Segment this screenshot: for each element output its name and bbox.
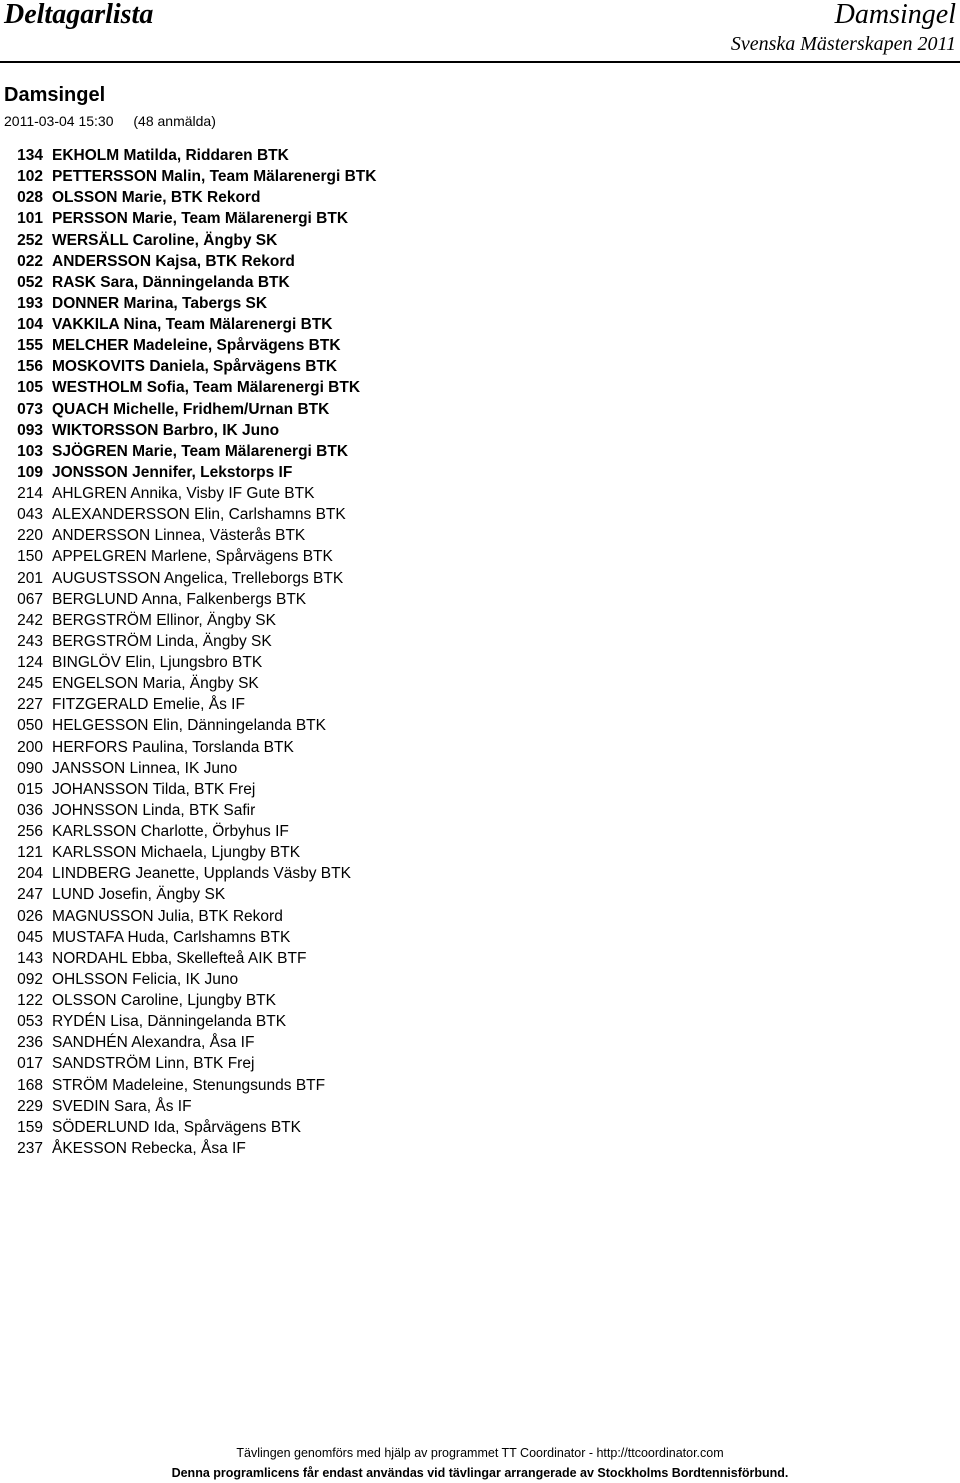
participant-row xyxy=(0,1011,960,1032)
participant-row xyxy=(0,230,960,251)
participant-row xyxy=(0,1096,960,1117)
participant-name-club: KARLSSON Michaela, Ljungby BTK xyxy=(52,844,301,862)
participant-name-club: AHLGREN Annika, Visby IF Gute BTK xyxy=(52,485,315,502)
participant-number: 102 xyxy=(17,168,43,186)
participant-number: 256 xyxy=(17,823,43,840)
list-meta xyxy=(4,112,216,130)
participant-row xyxy=(0,758,960,779)
participant-number: 229 xyxy=(17,1097,43,1115)
participant-row xyxy=(0,694,960,715)
participant-name-club: AUGUSTSSON Angelica, Trelleborgs BTK xyxy=(52,569,344,587)
participant-number: 134 xyxy=(17,147,43,164)
participant-row xyxy=(0,293,960,314)
participant-name-club: APPELGREN Marlene, Spårvägens BTK xyxy=(52,548,333,566)
participant-row xyxy=(0,525,960,546)
participant-row xyxy=(0,927,960,948)
participant-number: 237 xyxy=(17,1139,43,1157)
participant-name-club: LUND Josefin, Ängby SK xyxy=(52,886,226,904)
participant-number: 243 xyxy=(17,632,43,650)
participant-row xyxy=(0,631,960,652)
participant-row xyxy=(0,906,960,927)
participant-row xyxy=(0,800,960,821)
participant-row xyxy=(0,568,960,589)
participant-row xyxy=(0,969,960,990)
participant-number: 026 xyxy=(17,907,43,925)
participant-number: 109 xyxy=(17,463,43,481)
participant-number: 124 xyxy=(17,654,43,671)
participant-name-club: SVEDIN Sara, Ås IF xyxy=(52,1097,192,1115)
participant-name-club: HELGESSON Elin, Dänningelanda BTK xyxy=(52,717,326,735)
participant-name-club: STRÖM Madeleine, Stenungsunds BTF xyxy=(52,1076,326,1094)
participant-row xyxy=(0,335,960,356)
participant-number: 017 xyxy=(17,1055,43,1073)
participant-row xyxy=(0,821,960,842)
participant-number: 122 xyxy=(17,992,43,1009)
participant-number: 045 xyxy=(17,928,43,946)
participant-name-club: SANDSTRÖM Linn, BTK Frej xyxy=(52,1055,255,1073)
participant-name-club: ENGELSON Maria, Ängby SK xyxy=(52,675,259,693)
participant-number: 103 xyxy=(17,442,43,460)
participant-row xyxy=(0,356,960,377)
participant-name-club: PETTERSSON Malin, Team Mälarenergi BTK xyxy=(52,168,377,186)
participant-row xyxy=(0,251,960,272)
competition-name: Svenska Mästerskapen 2011 xyxy=(730,33,956,55)
participant-name-club: OHLSSON Felicia, IK Juno xyxy=(52,970,239,988)
participant-name-club: RASK Sara, Dänningelanda BTK xyxy=(52,273,290,291)
participant-row xyxy=(0,737,960,758)
participant-name-club: VAKKILA Nina, Team Mälarenergi BTK xyxy=(52,316,333,333)
participant-name-club: SÖDERLUND Ida, Spårvägens BTK xyxy=(52,1118,301,1136)
participant-number: 067 xyxy=(17,590,43,608)
participant-name-club: WIKTORSSON Barbro, IK Juno xyxy=(52,421,280,439)
participant-row xyxy=(0,863,960,884)
participant-name-club: MOSKOVITS Daniela, Spårvägens BTK xyxy=(52,358,338,376)
participant-number: 227 xyxy=(17,696,43,714)
participant-number: 247 xyxy=(17,886,43,904)
participant-name-club: ANDERSSON Linnea, Västerås BTK xyxy=(52,527,306,545)
participant-row xyxy=(0,166,960,187)
participant-name-club: OLSSON Marie, BTK Rekord xyxy=(52,189,261,207)
participant-row xyxy=(0,145,960,166)
participant-number: 093 xyxy=(17,421,43,439)
participant-row xyxy=(0,399,960,420)
participant-name-club: BINGLÖV Elin, Ljungsbro BTK xyxy=(52,654,263,671)
participant-name-club: ANDERSSON Kajsa, BTK Rekord xyxy=(52,252,295,270)
list-datetime: 2011-03-04 15:30 xyxy=(4,113,114,129)
participant-row xyxy=(0,884,960,905)
participant-name-club: EKHOLM Matilda, Riddaren BTK xyxy=(52,147,289,164)
participant-name-club: SJÖGREN Marie, Team Mälarenergi BTK xyxy=(52,442,349,460)
participant-number: 168 xyxy=(17,1076,43,1094)
participant-number: 053 xyxy=(17,1013,43,1031)
participant-name-club: MAGNUSSON Julia, BTK Rekord xyxy=(52,907,283,925)
participant-name-club: JANSSON Linnea, IK Juno xyxy=(52,759,238,777)
participant-number: 092 xyxy=(17,970,43,988)
participant-name-club: BERGLUND Anna, Falkenbergs BTK xyxy=(52,590,307,608)
participant-row xyxy=(0,377,960,398)
participant-row xyxy=(0,1075,960,1096)
participant-name-club: FITZGERALD Emelie, Ås IF xyxy=(52,696,245,714)
participant-row xyxy=(0,546,960,567)
participant-number: 214 xyxy=(17,485,43,502)
participant-name-club: RYDÉN Lisa, Dänningelanda BTK xyxy=(52,1013,287,1031)
participant-name-club: OLSSON Caroline, Ljungby BTK xyxy=(52,992,276,1009)
footer-license-note: Denna programlicens får endast användas vid tävlingar arrangerade av Stockholms Bordtennisförbund. xyxy=(171,1466,789,1480)
participant-number: 204 xyxy=(17,865,43,883)
event-title: Damsingel xyxy=(834,0,956,30)
participant-number: 200 xyxy=(17,738,43,756)
participant-row xyxy=(0,208,960,229)
participant-name-club: WESTHOLM Sofia, Team Mälarenergi BTK xyxy=(52,379,361,397)
section-heading: Damsingel xyxy=(4,84,106,106)
participant-number: 143 xyxy=(17,949,43,967)
participant-name-club: JOHANSSON Tilda, BTK Frej xyxy=(52,780,256,798)
participant-row xyxy=(0,610,960,631)
participant-row xyxy=(0,187,960,208)
participant-name-club: ÅKESSON Rebecka, Åsa IF xyxy=(52,1139,246,1157)
participant-row xyxy=(0,990,960,1011)
participant-name-club: KARLSSON Charlotte, Örbyhus IF xyxy=(52,823,289,840)
participant-number: 201 xyxy=(17,569,43,587)
participant-row xyxy=(0,779,960,800)
participant-row xyxy=(0,1053,960,1074)
participant-row xyxy=(0,948,960,969)
participant-number: 028 xyxy=(17,189,43,207)
participant-row xyxy=(0,483,960,504)
participant-number: 121 xyxy=(17,844,43,862)
participant-row xyxy=(0,462,960,483)
participant-number: 104 xyxy=(17,316,43,333)
participant-name-club: BERGSTRÖM Ellinor, Ängby SK xyxy=(52,611,276,629)
participant-number: 155 xyxy=(17,337,43,355)
participant-name-club: BERGSTRÖM Linda, Ängby SK xyxy=(52,632,272,650)
participant-number: 193 xyxy=(17,294,43,312)
document-title: Deltagarlista xyxy=(4,0,154,30)
registrant-count: (48 anmälda) xyxy=(133,113,216,129)
participant-number: 220 xyxy=(17,527,43,545)
participant-number: 105 xyxy=(17,379,43,397)
participant-number: 159 xyxy=(17,1118,43,1136)
participant-name-club: JONSSON Jennifer, Lekstorps IF xyxy=(52,463,293,481)
header-divider xyxy=(0,61,960,63)
participant-row xyxy=(0,1032,960,1053)
participant-row xyxy=(0,314,960,335)
participant-row xyxy=(0,589,960,610)
participant-number: 043 xyxy=(17,506,43,524)
participant-name-club: MUSTAFA Huda, Carlshamns BTK xyxy=(52,928,291,946)
participant-row xyxy=(0,272,960,293)
participant-number: 090 xyxy=(17,759,43,777)
participant-name-club: DONNER Marina, Tabergs SK xyxy=(52,294,268,312)
participant-row xyxy=(0,420,960,441)
participant-number: 036 xyxy=(17,801,43,819)
participant-number: 245 xyxy=(17,675,43,693)
participant-number: 252 xyxy=(17,231,43,249)
participant-name-club: LINDBERG Jeanette, Upplands Väsby BTK xyxy=(52,865,351,883)
participant-name-club: MELCHER Madeleine, Spårvägens BTK xyxy=(52,337,341,355)
participant-name-club: NORDAHL Ebba, Skellefteå AIK BTF xyxy=(52,949,307,967)
participant-name-club: HERFORS Paulina, Torslanda BTK xyxy=(52,738,294,756)
participant-number: 101 xyxy=(17,210,43,228)
participant-list xyxy=(0,145,960,1159)
participant-row xyxy=(0,1138,960,1159)
participant-name-club: WERSÄLL Caroline, Ängby SK xyxy=(52,231,278,249)
participant-row xyxy=(0,842,960,863)
participant-row xyxy=(0,1117,960,1138)
participant-row xyxy=(0,715,960,736)
participant-row xyxy=(0,652,960,673)
participant-name-club: PERSSON Marie, Team Mälarenergi BTK xyxy=(52,210,349,228)
participant-name-club: SANDHÉN Alexandra, Åsa IF xyxy=(52,1034,255,1052)
participant-number: 022 xyxy=(17,252,43,270)
participant-row xyxy=(0,673,960,694)
participant-number: 050 xyxy=(17,717,43,735)
footer-software-note: Tävlingen genomförs med hjälp av programmet TT Coordinator - http://ttcoordinator.com xyxy=(236,1446,724,1460)
participant-number: 073 xyxy=(17,400,43,418)
participant-name-club: JOHNSSON Linda, BTK Safir xyxy=(52,801,256,819)
participant-name-club: ALEXANDERSSON Elin, Carlshamns BTK xyxy=(52,506,346,524)
participant-row xyxy=(0,504,960,525)
page-header xyxy=(0,0,960,66)
participant-row xyxy=(0,441,960,462)
participant-number: 236 xyxy=(17,1034,43,1052)
participant-number: 052 xyxy=(17,273,43,291)
participant-number: 156 xyxy=(17,358,43,376)
participant-number: 015 xyxy=(17,780,43,798)
participant-number: 242 xyxy=(17,611,43,629)
participant-name-club: QUACH Michelle, Fridhem/Urnan BTK xyxy=(52,400,330,418)
participant-number: 150 xyxy=(17,548,43,566)
